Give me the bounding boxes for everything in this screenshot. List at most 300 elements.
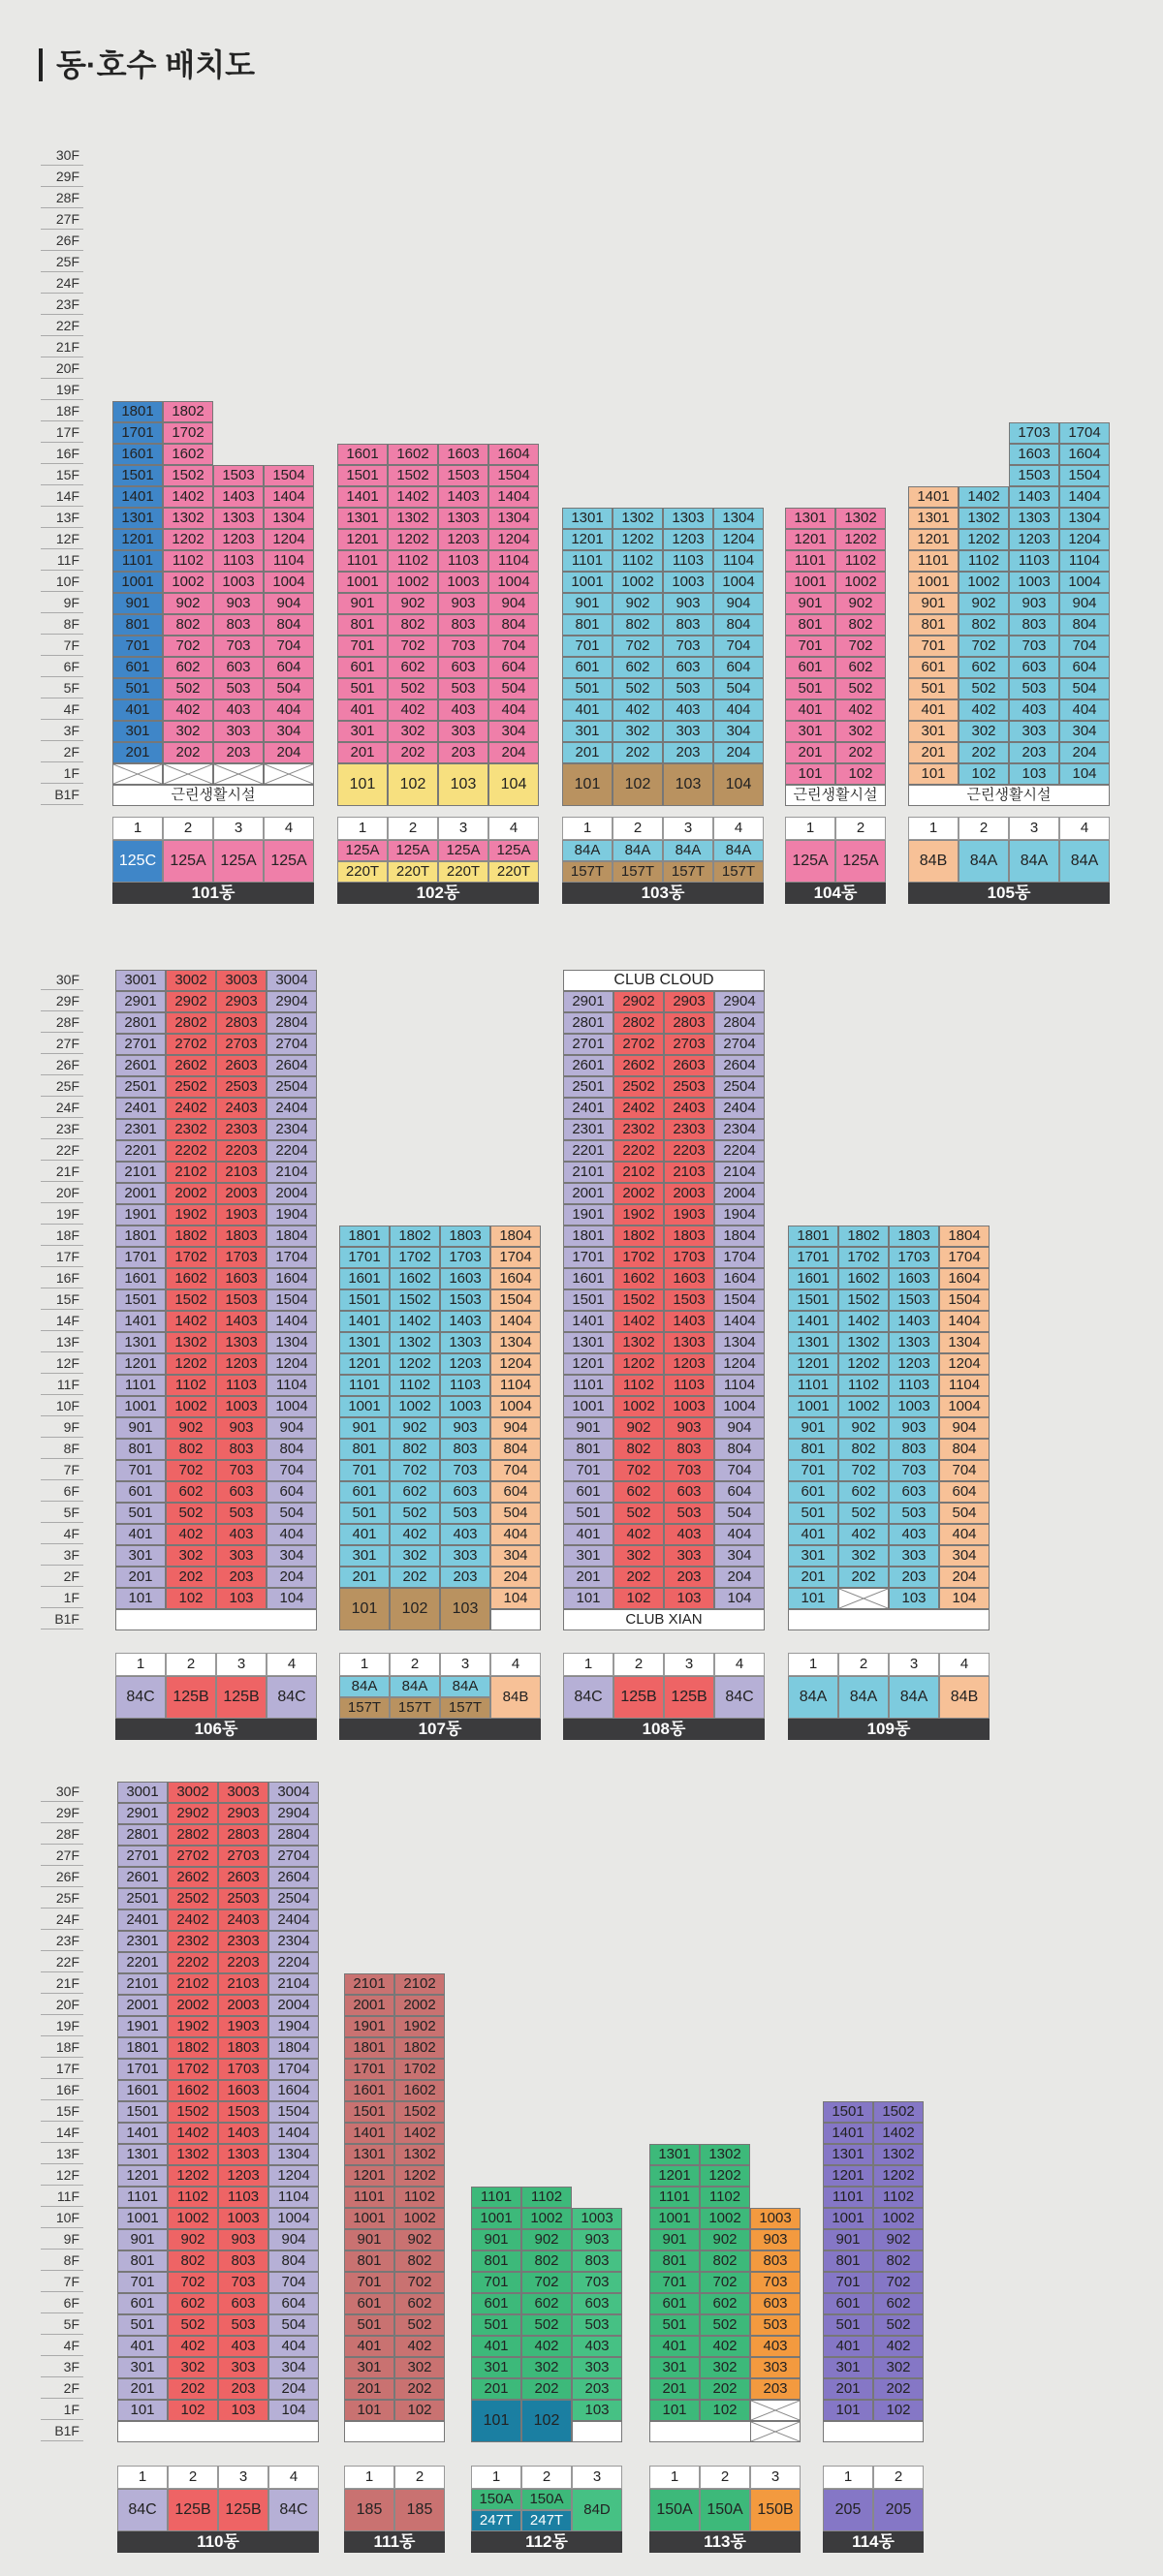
unit-cell: 1402 bbox=[613, 1311, 664, 1332]
unit-cell: 603 bbox=[750, 2293, 801, 2314]
unit-cell: 1102 bbox=[163, 550, 213, 572]
line-number: 1 bbox=[471, 2466, 521, 2489]
unit-cell: 501 bbox=[562, 678, 613, 699]
unit-cell: 904 bbox=[264, 593, 314, 614]
unit-cell: 704 bbox=[714, 1460, 765, 1481]
special-unit: 103 bbox=[440, 1588, 490, 1630]
unit-cell: 804 bbox=[268, 2250, 319, 2272]
floor-label: 2F bbox=[41, 2378, 83, 2399]
unit-cell: 602 bbox=[166, 1481, 216, 1503]
unit-cell: 101 bbox=[785, 763, 835, 785]
type-cell: 125A bbox=[388, 840, 438, 861]
line-number: 1 bbox=[823, 2466, 873, 2489]
unit-cell: 203 bbox=[572, 2378, 622, 2400]
unit-cell: 804 bbox=[490, 1439, 541, 1460]
unit-cell: 804 bbox=[1059, 614, 1110, 636]
unit-cell: 2004 bbox=[268, 1995, 319, 2016]
unit-cell: 101 bbox=[908, 763, 959, 785]
unit-cell: 2103 bbox=[216, 1162, 267, 1183]
unit-cell: 2604 bbox=[267, 1055, 317, 1076]
building-name[interactable]: 106동 bbox=[115, 1719, 317, 1740]
unit-cell: 1303 bbox=[213, 508, 264, 529]
unit-cell: 802 bbox=[838, 1439, 889, 1460]
floor-label: 11F bbox=[41, 550, 83, 571]
unit-cell: 1801 bbox=[788, 1226, 838, 1247]
unit-cell: 703 bbox=[664, 1460, 714, 1481]
type-cell: 125B bbox=[218, 2489, 268, 2531]
unit-cell: 1301 bbox=[823, 2144, 873, 2165]
unit-cell: 1703 bbox=[1009, 422, 1059, 444]
unit-cell: 2801 bbox=[115, 1012, 166, 1034]
unit-cell: 304 bbox=[713, 721, 764, 742]
unit-cell: 101 bbox=[563, 1588, 613, 1609]
unit-cell: 403 bbox=[216, 1524, 267, 1545]
unit-cell: 502 bbox=[613, 1503, 664, 1524]
b1f-row: 근린생활시설 bbox=[112, 785, 314, 806]
unit-cell: 402 bbox=[835, 699, 886, 721]
unit-cell: 503 bbox=[750, 2314, 801, 2336]
unit-cell: 1702 bbox=[168, 2059, 218, 2080]
unit-cell bbox=[213, 763, 264, 785]
unit-cell: 2804 bbox=[268, 1824, 319, 1846]
floor-label: 14F bbox=[41, 2123, 83, 2143]
floor-label: 16F bbox=[41, 2080, 83, 2100]
unit-cell: 502 bbox=[388, 678, 438, 699]
unit-cell: 903 bbox=[218, 2229, 268, 2250]
unit-cell: 1704 bbox=[1059, 422, 1110, 444]
type-cell: 157T bbox=[613, 861, 663, 883]
unit-cell: 1404 bbox=[939, 1311, 990, 1332]
unit-cell: 303 bbox=[216, 1545, 267, 1567]
unit-cell: 903 bbox=[1009, 593, 1059, 614]
unit-cell: 2301 bbox=[563, 1119, 613, 1140]
unit-cell: 1804 bbox=[267, 1226, 317, 1247]
unit-cell: 1501 bbox=[337, 465, 388, 486]
unit-cell: 1002 bbox=[700, 2208, 750, 2229]
unit-cell: 303 bbox=[438, 721, 488, 742]
floor-label: 18F bbox=[41, 401, 83, 421]
unit-cell: 203 bbox=[664, 1567, 714, 1588]
unit-cell: 1903 bbox=[664, 1204, 714, 1226]
special-unit: 101 bbox=[337, 763, 388, 806]
unit-cell: 1203 bbox=[663, 529, 713, 550]
unit-cell: 901 bbox=[788, 1417, 838, 1439]
unit-cell: 2404 bbox=[268, 1909, 319, 1931]
floor-label: 19F bbox=[41, 1204, 83, 1225]
unit-cell: 1202 bbox=[959, 529, 1009, 550]
floor-label: 7F bbox=[41, 2272, 83, 2292]
unit-cell: 201 bbox=[344, 2378, 394, 2400]
unit-cell: 2402 bbox=[166, 1098, 216, 1119]
unit-cell: 1302 bbox=[168, 2144, 218, 2165]
type-cell: 157T bbox=[562, 861, 613, 883]
unit-cell: 702 bbox=[388, 636, 438, 657]
unit-cell: 1501 bbox=[823, 2101, 873, 2123]
b1f-row bbox=[117, 2421, 319, 2442]
unit-cell: 201 bbox=[471, 2378, 521, 2400]
unit-cell: 1604 bbox=[490, 1268, 541, 1289]
line-number: 3 bbox=[750, 2466, 801, 2489]
unit-cell: 603 bbox=[438, 657, 488, 678]
type-cell: 125B bbox=[168, 2489, 218, 2531]
unit-cell: 2902 bbox=[166, 991, 216, 1012]
unit-cell: 202 bbox=[390, 1567, 440, 1588]
unit-cell: 102 bbox=[166, 1588, 216, 1609]
unit-cell: 804 bbox=[488, 614, 539, 636]
special-unit: 104 bbox=[713, 763, 764, 806]
line-number: 2 bbox=[390, 1653, 440, 1676]
floor-label: 9F bbox=[41, 1417, 83, 1438]
unit-cell: 301 bbox=[788, 1545, 838, 1567]
unit-cell: 404 bbox=[939, 1524, 990, 1545]
building-name[interactable]: 112동 bbox=[471, 2531, 622, 2553]
unit-cell: 1003 bbox=[218, 2208, 268, 2229]
building-name[interactable]: 103동 bbox=[562, 883, 764, 904]
unit-cell: 201 bbox=[115, 1567, 166, 1588]
floor-label: 25F bbox=[41, 252, 83, 272]
unit-cell: 2503 bbox=[664, 1076, 714, 1098]
unit-cell: 1004 bbox=[268, 2208, 319, 2229]
line-number: 2 bbox=[835, 817, 886, 840]
unit-cell: 202 bbox=[835, 742, 886, 763]
line-number: 4 bbox=[264, 817, 314, 840]
unit-cell: 2002 bbox=[394, 1995, 445, 2016]
unit-cell: 601 bbox=[788, 1481, 838, 1503]
unit-cell: 1302 bbox=[613, 508, 663, 529]
unit-cell: 1702 bbox=[163, 422, 213, 444]
unit-cell: 1503 bbox=[664, 1289, 714, 1311]
unit-cell: 2503 bbox=[216, 1076, 267, 1098]
unit-cell: 901 bbox=[344, 2229, 394, 2250]
unit-cell: 1002 bbox=[613, 1396, 664, 1417]
unit-cell: 2302 bbox=[168, 1931, 218, 1952]
line-number: 2 bbox=[613, 1653, 664, 1676]
unit-cell: 702 bbox=[521, 2272, 572, 2293]
unit-cell: 1303 bbox=[440, 1332, 490, 1353]
unit-cell: 201 bbox=[563, 1567, 613, 1588]
unit-cell: 801 bbox=[339, 1439, 390, 1460]
special-unit: 104 bbox=[488, 763, 539, 806]
type-cell: 220T bbox=[388, 861, 438, 883]
unit-cell: 1904 bbox=[267, 1204, 317, 1226]
unit-cell: 2303 bbox=[664, 1119, 714, 1140]
type-cell: 157T bbox=[390, 1697, 440, 1719]
unit-cell: 603 bbox=[572, 2293, 622, 2314]
unit-cell: 1003 bbox=[750, 2208, 801, 2229]
unit-cell: 1102 bbox=[388, 550, 438, 572]
floor-label: 28F bbox=[41, 188, 83, 208]
unit-cell: 502 bbox=[835, 678, 886, 699]
unit-cell: 602 bbox=[390, 1481, 440, 1503]
unit-cell: 1003 bbox=[1009, 572, 1059, 593]
unit-cell: 2101 bbox=[117, 1973, 168, 1995]
line-number: 2 bbox=[959, 817, 1009, 840]
unit-cell: 1303 bbox=[664, 1332, 714, 1353]
unit-cell: 2701 bbox=[115, 1034, 166, 1055]
unit-cell: 1302 bbox=[166, 1332, 216, 1353]
unit-cell: 703 bbox=[663, 636, 713, 657]
unit-cell: 701 bbox=[337, 636, 388, 657]
unit-cell: 203 bbox=[750, 2378, 801, 2400]
floor-label: 8F bbox=[41, 1439, 83, 1459]
unit-cell: 1002 bbox=[166, 1396, 216, 1417]
unit-cell: 504 bbox=[264, 678, 314, 699]
building-name[interactable]: 113동 bbox=[649, 2531, 801, 2553]
unit-cell: 1603 bbox=[889, 1268, 939, 1289]
unit-cell: 1203 bbox=[213, 529, 264, 550]
unit-cell: 1502 bbox=[166, 1289, 216, 1311]
unit-cell: 1801 bbox=[339, 1226, 390, 1247]
unit-cell: 702 bbox=[168, 2272, 218, 2293]
unit-cell: 1101 bbox=[788, 1375, 838, 1396]
unit-cell: 1604 bbox=[714, 1268, 765, 1289]
unit-cell: 1104 bbox=[267, 1375, 317, 1396]
unit-cell: 302 bbox=[613, 721, 663, 742]
type-cell: 84A bbox=[959, 840, 1009, 883]
building-name[interactable]: 102동 bbox=[337, 883, 539, 904]
unit-cell: 1003 bbox=[440, 1396, 490, 1417]
unit-cell: 2903 bbox=[664, 991, 714, 1012]
unit-cell: 1204 bbox=[268, 2165, 319, 2187]
unit-cell: 1904 bbox=[268, 2016, 319, 2037]
unit-cell: 101 bbox=[344, 2400, 394, 2421]
floor-label: 8F bbox=[41, 614, 83, 635]
floor-label: 15F bbox=[41, 465, 83, 485]
unit-cell: 1302 bbox=[390, 1332, 440, 1353]
unit-cell: 1102 bbox=[613, 550, 663, 572]
line-number: 1 bbox=[339, 1653, 390, 1676]
unit-cell: 1302 bbox=[388, 508, 438, 529]
unit-cell: 704 bbox=[264, 636, 314, 657]
floor-label: 20F bbox=[41, 1183, 83, 1203]
unit-cell: 1101 bbox=[117, 2187, 168, 2208]
b1f-row bbox=[344, 2421, 445, 2442]
floor-label: 22F bbox=[41, 316, 83, 336]
unit-cell: 701 bbox=[117, 2272, 168, 2293]
unit-cell: 403 bbox=[438, 699, 488, 721]
unit-cell: 604 bbox=[488, 657, 539, 678]
unit-cell: 2203 bbox=[664, 1140, 714, 1162]
unit-cell: 101 bbox=[115, 1588, 166, 1609]
unit-cell: 501 bbox=[344, 2314, 394, 2336]
unit-cell: 302 bbox=[613, 1545, 664, 1567]
unit-cell: 803 bbox=[889, 1439, 939, 1460]
unit-cell: 1201 bbox=[112, 529, 163, 550]
unit-cell: 2101 bbox=[344, 1973, 394, 1995]
unit-cell: 802 bbox=[166, 1439, 216, 1460]
type-cell: 150A bbox=[649, 2489, 700, 2531]
unit-cell: 604 bbox=[713, 657, 764, 678]
building-name[interactable]: 104동 bbox=[785, 883, 886, 904]
floor-label: 18F bbox=[41, 1226, 83, 1246]
unit-cell: 2603 bbox=[216, 1055, 267, 1076]
unit-cell: 102 bbox=[700, 2400, 750, 2421]
unit-cell: 1401 bbox=[908, 486, 959, 508]
unit-cell: 1203 bbox=[1009, 529, 1059, 550]
unit-cell: 2501 bbox=[115, 1076, 166, 1098]
unit-cell: 202 bbox=[394, 2378, 445, 2400]
floor-label: 17F bbox=[41, 1247, 83, 1267]
floor-label: 23F bbox=[41, 295, 83, 315]
unit-cell: 1103 bbox=[213, 550, 264, 572]
floor-label: 1F bbox=[41, 1588, 83, 1608]
unit-cell: 401 bbox=[649, 2336, 700, 2357]
type-cell: 185 bbox=[344, 2489, 394, 2531]
unit-cell: 1701 bbox=[115, 1247, 166, 1268]
unit-cell: 1002 bbox=[873, 2208, 924, 2229]
line-number: 1 bbox=[908, 817, 959, 840]
unit-cell: 204 bbox=[267, 1567, 317, 1588]
line-number: 2 bbox=[163, 817, 213, 840]
line-number: 1 bbox=[788, 1653, 838, 1676]
unit-cell: 1501 bbox=[788, 1289, 838, 1311]
floor-label: 4F bbox=[41, 1524, 83, 1544]
unit-cell: 602 bbox=[838, 1481, 889, 1503]
unit-cell: 504 bbox=[714, 1503, 765, 1524]
unit-cell: 1104 bbox=[1059, 550, 1110, 572]
unit-cell: 902 bbox=[521, 2229, 572, 2250]
unit-cell: 303 bbox=[664, 1545, 714, 1567]
unit-cell: 1202 bbox=[838, 1353, 889, 1375]
unit-cell: 2502 bbox=[613, 1076, 664, 1098]
unit-cell: 1703 bbox=[889, 1247, 939, 1268]
building-name[interactable]: 110동 bbox=[117, 2531, 319, 2553]
unit-cell: 1201 bbox=[823, 2165, 873, 2187]
unit-cell: 902 bbox=[959, 593, 1009, 614]
unit-cell: 503 bbox=[440, 1503, 490, 1524]
unit-cell: 904 bbox=[713, 593, 764, 614]
unit-cell: 2002 bbox=[166, 1183, 216, 1204]
floor-label: 30F bbox=[41, 970, 83, 990]
unit-cell: 1104 bbox=[490, 1375, 541, 1396]
building-name[interactable]: 114동 bbox=[823, 2531, 924, 2553]
unit-cell: 2301 bbox=[117, 1931, 168, 1952]
unit-cell: 603 bbox=[664, 1481, 714, 1503]
unit-cell: 902 bbox=[163, 593, 213, 614]
unit-cell: 1602 bbox=[838, 1268, 889, 1289]
unit-cell: 704 bbox=[490, 1460, 541, 1481]
unit-cell: 2602 bbox=[166, 1055, 216, 1076]
unit-cell: 401 bbox=[785, 699, 835, 721]
unit-cell: 1003 bbox=[663, 572, 713, 593]
unit-cell: 1104 bbox=[268, 2187, 319, 2208]
unit-cell: 904 bbox=[267, 1417, 317, 1439]
type-cell: 84A bbox=[788, 1676, 838, 1719]
unit-cell: 1303 bbox=[218, 2144, 268, 2165]
unit-cell: 1801 bbox=[117, 2037, 168, 2059]
unit-cell: 1401 bbox=[563, 1311, 613, 1332]
type-cell: 125C bbox=[112, 840, 163, 883]
unit-cell: 201 bbox=[785, 742, 835, 763]
floor-label: 14F bbox=[41, 486, 83, 507]
unit-cell: 204 bbox=[268, 2378, 319, 2400]
floor-label: 16F bbox=[41, 444, 83, 464]
special-unit: 102 bbox=[388, 763, 438, 806]
unit-cell: 2503 bbox=[218, 1888, 268, 1909]
unit-cell: 303 bbox=[750, 2357, 801, 2378]
unit-cell: 2701 bbox=[563, 1034, 613, 1055]
unit-cell: 602 bbox=[163, 657, 213, 678]
unit-cell: 1804 bbox=[268, 2037, 319, 2059]
unit-cell: 402 bbox=[873, 2336, 924, 2357]
unit-cell: 802 bbox=[521, 2250, 572, 2272]
type-cell: 84A bbox=[713, 840, 764, 861]
unit-cell: 2001 bbox=[563, 1183, 613, 1204]
unit-cell: 1404 bbox=[268, 2123, 319, 2144]
building-name[interactable]: 109동 bbox=[788, 1719, 990, 1740]
floor-label: 23F bbox=[41, 1931, 83, 1951]
building-name[interactable]: 101동 bbox=[112, 883, 314, 904]
line-number: 1 bbox=[785, 817, 835, 840]
building-name[interactable]: 107동 bbox=[339, 1719, 541, 1740]
floor-label: 15F bbox=[41, 1289, 83, 1310]
unit-cell: 901 bbox=[563, 1417, 613, 1439]
unit-cell: 304 bbox=[490, 1545, 541, 1567]
unit-cell: 1101 bbox=[339, 1375, 390, 1396]
unit-cell: 604 bbox=[490, 1481, 541, 1503]
unit-cell: 1401 bbox=[788, 1311, 838, 1332]
floor-label: 12F bbox=[41, 1353, 83, 1374]
unit-cell: 603 bbox=[213, 657, 264, 678]
type-cell: 84B bbox=[908, 840, 959, 883]
unit-cell: 1504 bbox=[488, 465, 539, 486]
unit-cell: 2304 bbox=[268, 1931, 319, 1952]
unit-cell: 2102 bbox=[613, 1162, 664, 1183]
special-unit: 103 bbox=[438, 763, 488, 806]
unit-cell: 1003 bbox=[438, 572, 488, 593]
type-cell: 205 bbox=[823, 2489, 873, 2531]
building-name[interactable]: 105동 bbox=[908, 883, 1110, 904]
unit-cell: 401 bbox=[563, 1524, 613, 1545]
unit-cell: 1201 bbox=[908, 529, 959, 550]
unit-cell: 404 bbox=[490, 1524, 541, 1545]
building-name[interactable]: 111동 bbox=[344, 2531, 445, 2553]
unit-cell: 801 bbox=[337, 614, 388, 636]
unit-cell: 304 bbox=[939, 1545, 990, 1567]
unit-cell: 1201 bbox=[344, 2165, 394, 2187]
unit-cell: 303 bbox=[1009, 721, 1059, 742]
unit-cell: 1001 bbox=[344, 2208, 394, 2229]
unit-cell: 2703 bbox=[218, 1846, 268, 1867]
unit-cell: 1101 bbox=[563, 1375, 613, 1396]
unit-cell: 2504 bbox=[714, 1076, 765, 1098]
unit-cell: 1202 bbox=[835, 529, 886, 550]
unit-cell: 201 bbox=[908, 742, 959, 763]
unit-cell: 303 bbox=[218, 2357, 268, 2378]
unit-cell: 701 bbox=[471, 2272, 521, 2293]
unit-cell: 802 bbox=[873, 2250, 924, 2272]
line-number: 1 bbox=[115, 1653, 166, 1676]
unit-cell: 702 bbox=[394, 2272, 445, 2293]
unit-cell: 403 bbox=[889, 1524, 939, 1545]
unit-cell: 1702 bbox=[166, 1247, 216, 1268]
unit-cell: 1003 bbox=[213, 572, 264, 593]
line-number: 2 bbox=[700, 2466, 750, 2489]
line-number: 3 bbox=[572, 2466, 622, 2489]
unit-cell: 902 bbox=[388, 593, 438, 614]
unit-cell: 803 bbox=[1009, 614, 1059, 636]
floor-label: 6F bbox=[41, 657, 83, 677]
building-name[interactable]: 108동 bbox=[563, 1719, 765, 1740]
unit-cell: 1204 bbox=[490, 1353, 541, 1375]
special-unit: 103 bbox=[663, 763, 713, 806]
unit-cell: 1401 bbox=[117, 2123, 168, 2144]
unit-cell: 401 bbox=[344, 2336, 394, 2357]
line-number: 2 bbox=[613, 817, 663, 840]
unit-cell: 404 bbox=[713, 699, 764, 721]
unit-cell: 1101 bbox=[112, 550, 163, 572]
unit-cell: 1001 bbox=[823, 2208, 873, 2229]
